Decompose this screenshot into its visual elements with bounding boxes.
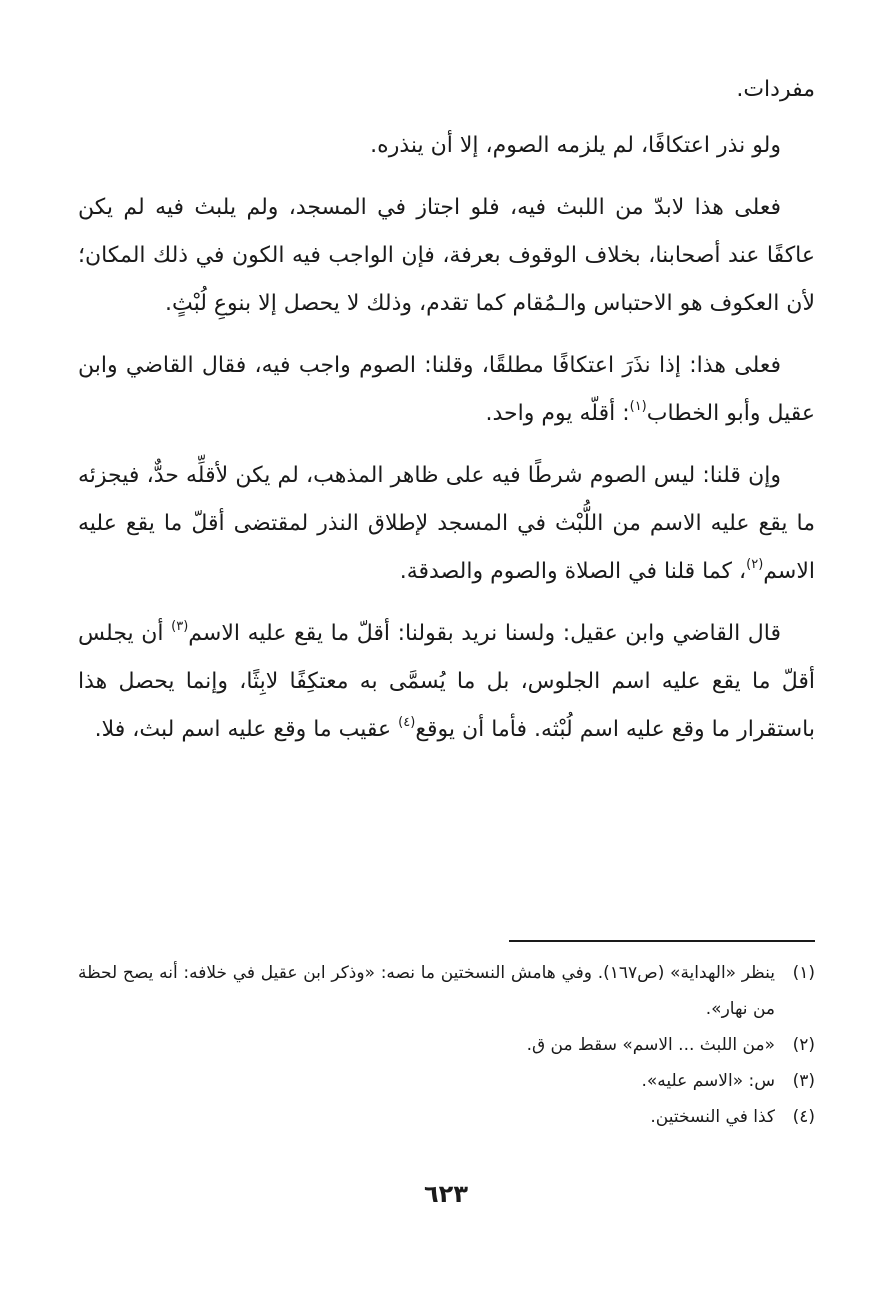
footnote-3-text: س: «الاسم عليه». (641, 1071, 775, 1091)
paragraph-6 (78, 610, 815, 754)
paragraph-5-text-a: وإن قلنا: ليس الصوم شرطًا فيه على ظاهر المذهب، لم يكن لأقلِّه حدٌّ، فيجزئه ما يقع عليه الاسم من اللُّبْث في المسجد لإطلاق النذر لمقتضى أقلّ ما يقع عليه الاسم (78, 463, 815, 584)
paragraph-3 (78, 184, 815, 328)
footnote-1 (78, 955, 815, 1027)
paragraph-2-text: ولو نذر اعتكافًا، لم يلزمه الصوم، إلا أن ينذره. (370, 133, 781, 158)
footnotes (78, 955, 815, 1135)
footnote-3-number: (٣) (792, 1071, 815, 1091)
paragraph-4 (78, 342, 815, 438)
footnote-ref-2: (٢) (746, 557, 764, 572)
footnote-3 (78, 1063, 815, 1099)
footnote-divider (509, 940, 815, 942)
footnote-4 (78, 1099, 815, 1135)
paragraph-3-text: فعلى هذا لابدّ من اللبث فيه، فلو اجتاز في المسجد، ولم يلبث فيه لم يكن عاكفًا عند أصحابنا، بخلاف الوقوف بعرفة، فإن الواجب فيه الكون في ذلك المكان؛ لأن العكوف هو الاحتباس والـمُقام كما تقدم، وذلك لا يحصل إلا بنوعِ لُبْثٍ. (78, 195, 815, 316)
footnote-ref-4: (٤) (398, 715, 416, 730)
footnote-1-text: ينظر «الهداية» (ص١٦٧). وفي هامش النسختين ما نصه: «وذكر ابن عقيل في خلافه: أنه يصح لحظة من نهار». (78, 963, 775, 1019)
paragraph-1 (78, 66, 815, 114)
paragraph-6-text-b: أن يجلس أقلّ ما يقع عليه اسم الجلوس، بل ما يُسمَّى به معتكِفًا لابِثًا، وإنما يحصل هذا باستقرار ما وقع عليه اسم لُبْثه. فأما أن يوقع (78, 621, 815, 742)
footnote-4-number: (٤) (792, 1107, 815, 1127)
footnote-ref-1: (١) (629, 399, 647, 414)
paragraph-5 (78, 452, 815, 596)
paragraph-4-text-a: فعلى هذا: إذا نذَرَ اعتكافًا مطلقًا، وقلنا: الصوم واجب فيه، فقال القاضي وابن عقيل وأبو الخطاب (78, 353, 815, 426)
page-number: ٦٢٣ (424, 1180, 468, 1208)
footnote-2 (78, 1027, 815, 1063)
paragraph-1-text: مفردات. (736, 77, 815, 102)
footnote-2-text: «من اللبث ... الاسم» سقط من ق. (526, 1035, 775, 1055)
paragraph-2 (78, 122, 815, 170)
paragraph-4-text-b: : أقلّه يوم واحد. (485, 401, 630, 426)
footnote-1-number: (١) (792, 963, 815, 983)
footnote-2-number: (٢) (792, 1035, 815, 1055)
paragraph-6-text-a: قال القاضي وابن عقيل: ولسنا نريد بقولنا: أقلّ ما يقع عليه الاسم (188, 621, 781, 646)
footnote-4-text: كذا في النسختين. (650, 1107, 775, 1127)
footnote-ref-3: (٣) (171, 619, 189, 634)
paragraph-5-text-b: ، كما قلنا في الصلاة والصوم والصدقة. (399, 559, 747, 584)
paragraph-6-text-c: عقيب ما وقع عليه اسم لبث، فلا. (94, 717, 399, 742)
main-text (78, 66, 815, 768)
